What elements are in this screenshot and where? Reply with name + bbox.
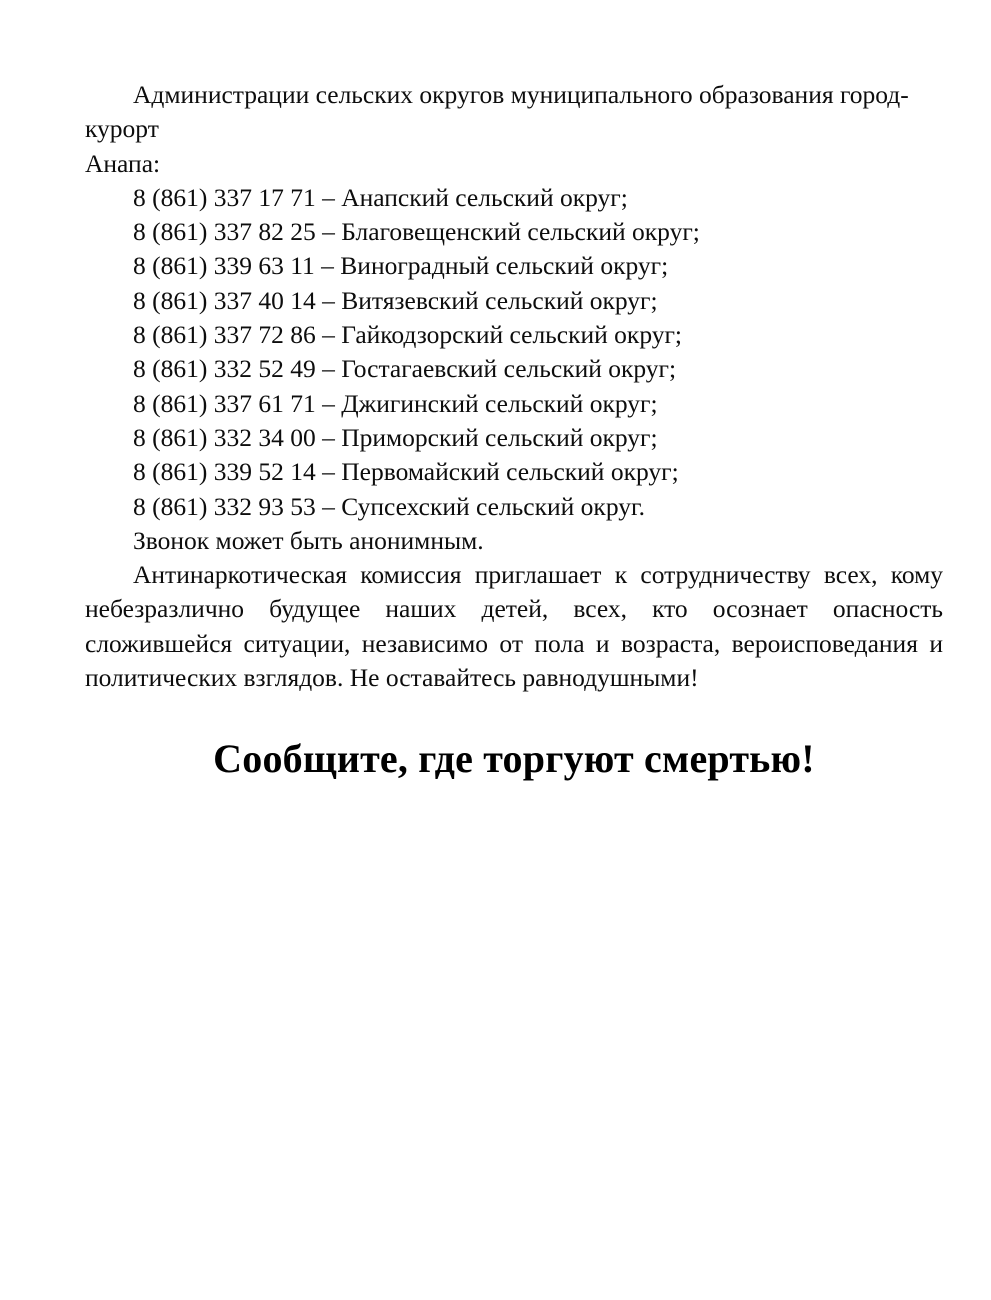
phone-list-item: 8 (861) 332 34 00 – Приморский сельский округ;	[133, 422, 658, 452]
phone-list	[85, 181, 943, 524]
phone-list-item: 8 (861) 337 82 25 – Благовещенский сельский округ;	[133, 217, 700, 247]
phone-list-item: 8 (861) 332 93 53 – Супсехский сельский округ.	[133, 491, 645, 521]
phone-list-item: 8 (861) 337 17 71 – Анапский сельский округ;	[133, 182, 628, 212]
document-body	[85, 78, 943, 783]
phone-list-item: 8 (861) 337 72 86 – Гайкодзорский сельский округ;	[133, 320, 683, 350]
phone-list-item: 8 (861) 339 52 14 – Первомайский сельский округ;	[133, 457, 679, 487]
anonymous-call-note: Звонок может быть анонимным.	[133, 525, 484, 555]
phone-list-item: 8 (861) 339 63 11 – Виноградный сельский округ;	[133, 251, 669, 281]
headline: Сообщите, где торгуют смертью!	[213, 736, 815, 782]
appeal-paragraph: Антинаркотическая комиссия приглашает к сотрудничеству всех, кому небезразлично будущее наших детей, всех, кто осознает опасность сложившейся ситуации, независимо от пола и возраста, вероисповедания и политических взглядов. Не оставайтесь равнодушными!	[85, 560, 943, 693]
phone-list-item: 8 (861) 337 61 71 – Джигинский сельский округ;	[133, 388, 658, 418]
intro-line-1: Администрации сельских округов муниципального образования город-курорт	[85, 80, 909, 144]
phone-list-item: 8 (861) 337 40 14 – Витязевский сельский округ;	[133, 285, 658, 315]
intro-line-2: Анапа:	[85, 148, 161, 178]
phone-list-item: 8 (861) 332 52 49 – Гостагаевский сельский округ;	[133, 354, 677, 384]
